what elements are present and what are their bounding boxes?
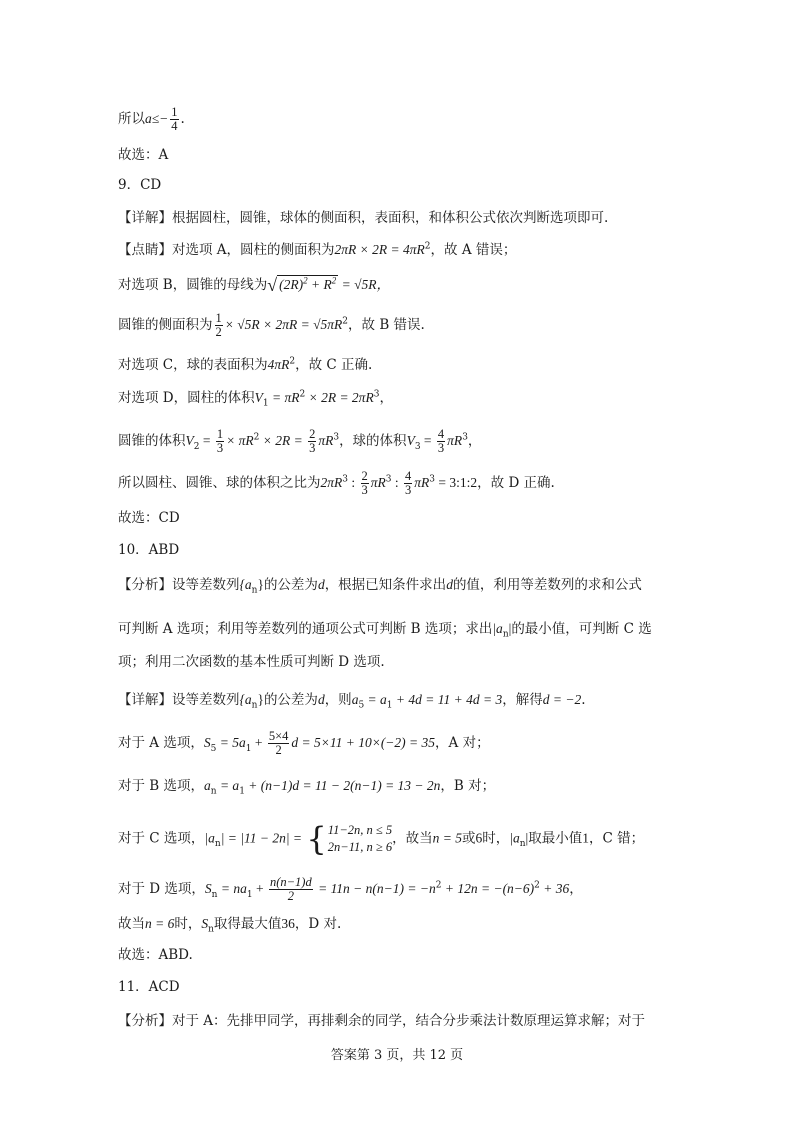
- line-q9-option-d: 对选项 D，圆柱的体积$V_1 = \pi R^2 \times 2R = 2\pi R^3$，: [118, 389, 393, 409]
- line-answer-10: 故选：ABD.: [118, 947, 193, 963]
- line-so-a: 所以a≤− $\frac{1}{4}$ .: [118, 105, 185, 134]
- page-footer: 答案第 3 页，共 12 页: [330, 1048, 464, 1063]
- line-q11-heading: 11．ACD: [118, 979, 180, 995]
- line-q10-option-c: 对于 C 选项，$|a_n| = |11 - 2n|$ = { 11−2n, n ≤ 5 2n−11, n ≥ 6 ，故当n = 5或6时，$|a_n|$取最小值1，C 错；: [118, 820, 645, 858]
- line-q10-analysis-2: 可判断 A 选项；利用等差数列的通项公式可判断 B 选项；求出$|a_n|$的最小值，可判断 C 选: [118, 621, 652, 640]
- line-q9-option-b: 对选项 B，圆锥的母线为√ $(2R)^2 + R^2 = √5R$，: [118, 275, 390, 295]
- line-q10-heading: 10．ABD: [118, 542, 180, 558]
- line-q9-volumes: 圆锥的体积$V_2$ = $\frac{1}{3}$ × $\pi R^2 \times 2R$ = $\frac{2}{3}$ $\pi R^3$，球的体积$V_3$ = $\frac{4}{3}$ $\pi R^3$，: [118, 427, 482, 456]
- line-q9-option-c: 对选项 C，球的表面积为$4\pi R^2$，故 C 正确.: [118, 356, 373, 373]
- line-q9-ratio: 所以圆柱、圆锥、球的体积之比为$2\pi R^3$ : $\frac{2}{3}$ $\pi R^3$ : $\frac{4}{3}$ $\pi R^3$ = 3:1:2，故 D 正确.: [118, 469, 555, 498]
- line-q10-detail: 【详解】设等差数列$\{a_n\}$的公差为d，则$a_5 = a_1 + 4d = 11 + 4d = 3$，解得d = −2.: [118, 692, 586, 711]
- line-q10-option-d: 对于 D 选项，$S_n = na_1$ + $\frac{n(n-1)d}{2}$ = $11n - n(n-1) = -n^2 + 12n = -(n-6)^2 + 36$，: [118, 875, 583, 904]
- line-q10-option-b: 对于 B 选项，$a_n = a_1 + (n-1)d = 11 - 2(n-1) = 13 - 2n$，B 对；: [118, 778, 496, 797]
- line-q10-option-a: 对于 A 选项，$S_5 = 5a_1$ + $\frac{5\times 4}{2}$ d = 5×11 + 10×(−2) = 35，A 对；: [118, 729, 490, 758]
- line-answer-9: 故选：CD: [118, 510, 180, 526]
- line-q11-analysis: 【分析】对于 A：先排甲同学，再排剩余的同学，结合分步乘法计数原理运算求解；对于: [118, 1013, 646, 1029]
- line-q10-analysis-3: 项；利用二次函数的基本性质可判断 D 选项.: [118, 654, 385, 670]
- line-q9-cone-lateral: 圆锥的侧面积为 $\frac{1}{2}$ × $√5R \times 2\pi R = √5\pi R^2$，故 B 错误.: [118, 311, 425, 340]
- line-q10-analysis-1: 【分析】设等差数列$\{a_n\}$的公差为d，根据已知条件求出d的值，利用等差数列的求和公式: [118, 577, 642, 596]
- line-q9-option-a: 【点睛】对选项 A，圆柱的侧面积为$2\pi R \times 2R = 4\pi R^2$，故 A 错误；: [118, 241, 517, 258]
- line-q9-heading: 9．CD: [118, 177, 162, 193]
- line-q9-detail: 【详解】根据圆柱，圆锥，球体的侧面积，表面积，和体积公式依次判断选项即可.: [118, 210, 609, 226]
- line-q10-max: 故当n = 6时，$S_n$取得最大值36，D 对.: [118, 916, 342, 935]
- line-answer-8: 故选：A: [118, 147, 169, 163]
